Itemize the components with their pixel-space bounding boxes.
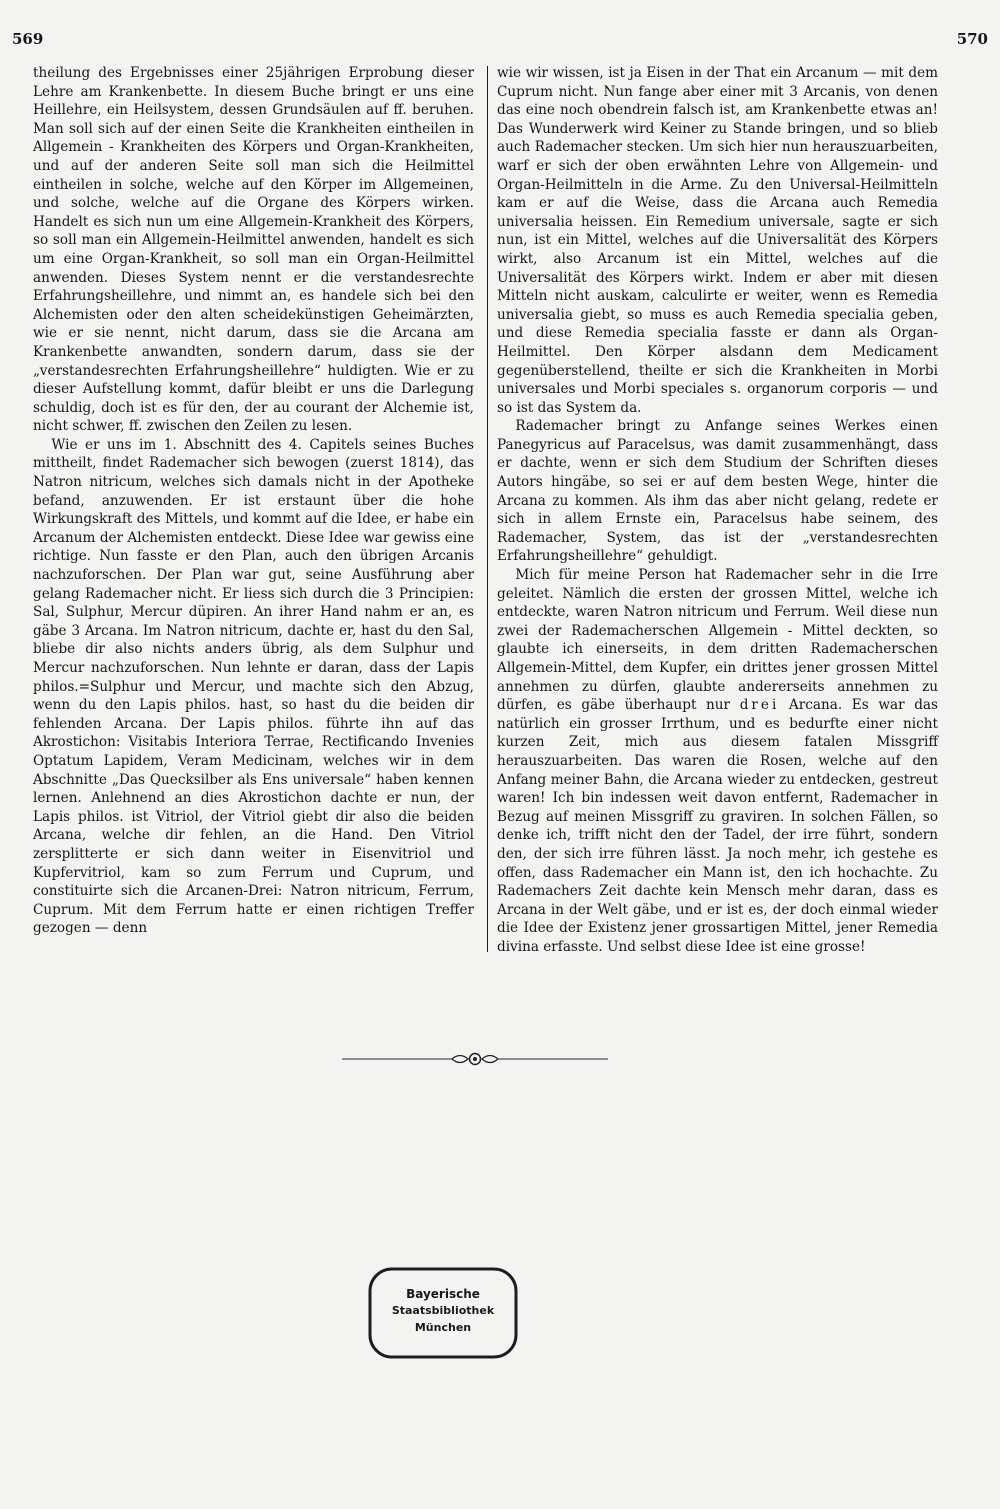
- column-divider: [487, 66, 488, 952]
- paragraph: wie wir wissen, ist ja Eisen in der That ein Arcanum — mit dem Cuprum nicht. Nun fange aber einer mit 3 Arcanis, von denen das eine noch obendrein falsch ist, am Krankenbette etwas an! Das Wunderwerk wird Keiner zu Stande bringen, und so blieb auch Rademacher stecken. Um sich hier nun herauszuarbeiten, warf er sich der oben erwähnten Lehre von Allgemein- und Organ-Heilmitteln in die Arme. Zu den Universal-Heilmitteln kam er auf die Weise, dass die Arcana auch Remedia universalia heissen. Ein Remedium universale, sagte er sich nun, ist ein Mittel, welches auf die Universalität des Körpers wirkt, also Arcanum ist ein Mittel, welches auf die Universalität des Körpers wirkt. Indem er aber mit diesen Mitteln nicht auskam, calculirte er weiter, wenn es Remedia universalia giebt, so muss es auch Remedia specialia geben, und diese Remedia specialia fasste er dann als Organ-Heilmittel. Den Körper alsdann dem Medicament gegenüberstellend, theilte er sich die Krankheiten in Morbi universales und Morbi speciales s. organorum corporis — und so ist das System da.: [497, 65, 938, 416]
- left-column: [33, 64, 474, 938]
- paragraph: Wie er uns im 1. Abschnitt des 4. Capitels seines Buches mittheilt, findet Rademacher sich bewogen (zuerst 1814), das Natron nitricum, welches sich damals nicht in der Apotheke befand, anzuwenden. Er ist erstaunt über die hohe Wirkungskraft des Mittels, und kommt auf die Idee, er habe ein Arcanum der Alchemisten entdeckt. Diese Idee war gewiss eine richtige. Nun fasste er den Plan, auch den übrigen Arcanis nachzuforschen. Der Plan war gut, seine Ausführung aber gelang Rademacher nicht. Er liess sich durch die 3 Principien: Sal, Sulphur, Mercur düpiren. An ihrer Hand nahm er an, es gäbe 3 Arcana. Im Natron nitricum, dachte er, hast du den Sal, bliebe dir also nichts anders übrig, als dem Sulphur und Mercur nachzuforschen. Nun lehnte er daran, dass der Lapis philos.=Sulphur und Mercur, und machte sich den Abzug, wenn du den Lapis philos. hast, so hast du die beiden dir fehlenden Arcana. Der Lapis philos. führte ihn auf das Akrostichon: Visitabis Interiora Terrae, Rectificando Invenies Optatum Lapidem, Veram Medicinam, welches wir in dem Abschnitte „Das Quecksilber als Ens universale“ haben kennen lernen. Anlehnend an dies Akrostichon dachte er nun, der Lapis philos. ist Vitriol, der Vitriol giebt dir also die beiden Arcana, welche dir fehlen, an die Hand. Den Vitriol zersplitterte er sich dann weiter in Eisenvitriol und Kupfervitriol, kam so zum Ferrum und Cuprum, und constituirte sich die Arcanen-Drei: Natron nitricum, Ferrum, Cuprum. Mit dem Ferrum hatte er einen richtigen Treffer gezogen — denn: [33, 436, 474, 937]
- stamp-line: München: [414, 1321, 472, 1334]
- paragraph: theilung des Ergebnisses einer 25jährigen Erprobung dieser Lehre am Krankenbette. In diesem Buche bringt er uns eine Heillehre, ein Heilsystem, dessen Grundsäulen auf ff. beruhen. Man soll sich auf der einen Seite die Krankheiten eintheilen in Allgemein - Krankheiten des Körpers und Organ-Krankheiten, und auf der anderen Seite soll man sich die Heilmittel eintheilen in solche, welche auf den Körper im Allgemeinen, und solche, welche auf die Organe des Körpers wirken. Handelt es sich nun um eine Allgemein-Krankheit des Körpers, so soll man ein Allgemein-Heilmittel anwenden, handelt es sich um eine Organ-Krankheit, so soll man ein Organ-Heilmittel anwenden. Dieses System nennt er die verstandesrechte Erfahrungsheillehre, und nimmt an, es handele sich bei den Alchemisten oder den alten scheidekünstigen Geheimärzten, wie er sie nennt, nicht darum, dass sie die Arcana am Krankenbette anwandten, sondern darum, dass sie der „verstandesrechten Erfahrungsheillehre“ huldigten. Wie er zu dieser Aufstellung kommt, dafür bleibt er uns die Darlegung schuldig, doch ist es für den, der au courant der Alchemie ist, nicht schwer, ff. zwischen den Zeilen zu lesen.: [33, 65, 474, 435]
- paragraph-text: Arcana. Es war das natürlich ein grosser Irrthum, und es bedurfte einer nicht kurzen Zeit, mich aus diesem fatalen Missgriff herauszuarbeiten. Das waren die Rosen, welche auf den Anfang meiner Bahn, die Arcana wieder zu entdecken, gestreut waren! Ich bin indessen weit davon entfernt, Rademacher in Bezug auf meinen Missgriff zu graviren. In solchen Fällen, so denke ich, trifft nicht den der Tadel, der irre führt, sondern den, der sich irre führen lässt. Ja noch mehr, ich gestehe es offen, dass Rademacher ein Mann ist, den ich hochachte. Zu Rademachers Zeit dachte kein Mensch mehr daran, dass es Arcana in der Welt gäbe, und er ist es, der doch einmal wieder die Idee der Existenz jener grossartigen Mittel, jener Remedia divina erfasste. Und selbst diese Idee ist eine grosse!: [497, 697, 939, 955]
- right-column: [497, 64, 938, 957]
- library-stamp: [367, 1266, 519, 1360]
- stamp-line: Bayerische: [406, 1287, 480, 1301]
- stamp-line: Staatsbibliothek: [391, 1304, 495, 1317]
- page-number-right: 570: [956, 30, 988, 48]
- page-number-left: 569: [12, 30, 44, 48]
- paragraph-text: Mich für meine Person hat Rademacher sehr in die Irre geleitet. Nämlich die ersten der grossen Mittel, welche ich entdeckte, waren Natron nitricum und Ferrum. Weil diese nun zwei der Rademacherschen Allgemein - Mittel deckten, so glaubte ich einerseits, in dem dritten Rademacherschen Allgemein-Mittel, dem Kupfer, ein drittes jener grossen Mittel annehmen zu dürfen, glaubte andererseits annehmen zu dürfen, es gäbe überhaupt nur: [497, 567, 938, 714]
- paragraph: Rademacher bringt zu Anfange seines Werkes einen Panegyricus auf Paracelsus, was damit zusammenhängt, dass er dachte, wenn er sich dem Studium der Schriften dieses Autors hingäbe, so sei er auf dem besten Wege, hinter die Arcana zu kommen. Als ihm das aber nicht gelang, redete er sich in allem Ernste ein, Paracelsus habe seinem, des Rademacher, System, das ist der „verstandesrechten Erfahrungsheillehre“ gehuldigt.: [497, 418, 938, 565]
- ornament-divider: [340, 1047, 610, 1071]
- paragraph: [497, 566, 938, 956]
- emphasized-word: drei: [739, 697, 780, 714]
